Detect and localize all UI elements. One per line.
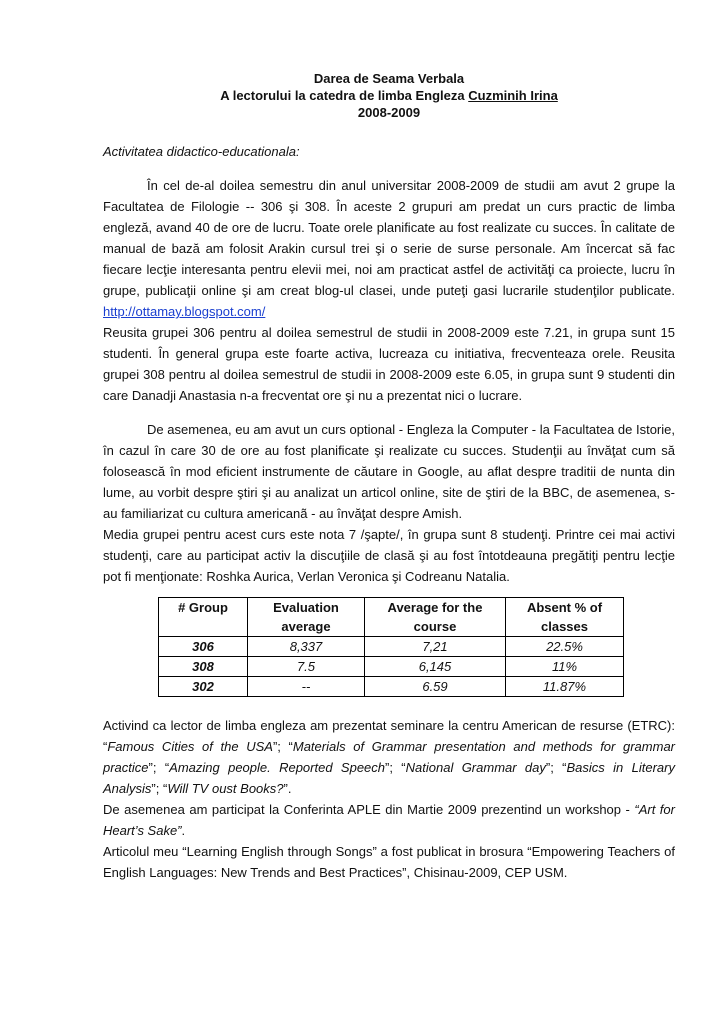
report-subtitle [103,87,675,104]
p5-prefix: Activind ca lector de limba engleza am prezentat seminare la centru American de resurse (ETRC): “ [103,718,675,754]
header-group: # Group [159,598,248,637]
p5-sep: ”; “ [545,760,567,775]
report-title: Darea de Seama Verbala [313,71,465,86]
header-evaluation: Evaluation average [248,598,365,637]
cell-group: 306 [159,637,248,657]
document-page [103,70,675,883]
seminar-title: Will TV oust Books? [167,781,284,796]
report-year: 2008-2009 [357,105,421,120]
p6-suffix: . [181,823,186,838]
seminar-title: National Grammar day [405,760,546,775]
seminar-title: Famous Cities of the USA [107,739,273,754]
seminar-title: Amazing people. Reported Speech [169,760,386,775]
workshop-title: “Art for Heart’s Sake” [103,802,675,838]
cell-group: 308 [159,657,248,677]
header-course-average: Average for the course [365,598,506,637]
cell-course-average: 6,145 [365,657,506,677]
section-title: Activitatea didactico-educationala: [103,144,300,159]
table-row [159,677,624,697]
document-header [103,70,675,121]
table-header-row [159,598,624,637]
cell-evaluation: 8,337 [248,637,365,657]
paragraph-4: Media grupei pentru acest curs este nota 7 /şapte/, în grupa sunt 8 studenţi. Printre cei mai activi studenţi, care au participat activ la discuţiile de clasă şi au fost întotdeauna pregătiţi pentru lecţie pot fi menţionate: Roshka Aurica, Verlan Veronica şi Codreanu Natalia. [103,527,675,584]
cell-course-average: 7,21 [365,637,506,657]
table-row [159,657,624,677]
blog-link[interactable]: http://ottamay.blogspot.com/ [103,304,266,319]
results-table [158,597,624,697]
p5-sep: ”; “ [151,781,168,796]
paragraph-7: Articolul meu “Learning English through Songs” a fost publicat in brosura “Empowering Teachers of English Languages: New Trends and Best Practices”, Chisinau-2009, CEP USM. [103,844,675,880]
p5-suffix: ”. [283,781,292,796]
cell-absent: 11.87% [506,677,624,697]
table-row [159,637,624,657]
author-name: Cuzminih Irina [468,88,558,103]
p5-sep: ”; “ [272,739,293,754]
header-absent: Absent % of classes [506,598,624,637]
p5-sep: ”; “ [148,760,170,775]
cell-group: 302 [159,677,248,697]
paragraph-2: Reusita grupei 306 pentru al doilea semestrul de studii in 2008-2009 este 7.21, in grupa sunt 15 studenti. În general grupa este foarte activa, lucreaza cu initiativa, frecventeaza orele. Reusita grupei 308 pentru al doilea semestrul de studii in 2008-2009 este 6.05, in grupa sunt 9 studenti din care Danadji Anastasia n-a frecventat ore şi nu a prezentat nici o lucrare. [103,325,675,403]
cell-evaluation: -- [248,677,365,697]
cell-evaluation: 7.5 [248,657,365,677]
paragraph-5 [103,715,675,799]
paragraph-3: De asemenea, eu am avut un curs optional - Engleza la Computer - la Facultatea de Istorie, în cazul în care 30 de ore au fost planificate şi realizate cu succes. Studenţii au învăţat cum să folosească în mod eficient instrumente de căutare in Google, au aflat despre traditii de nunta din lume, au vorbit despre ştiri şi au analizat un articol online, site de ştiri de la BBC, de asemenea, s-au familiarizat cu cultura americanã - au învăţat despre Amish. [103,422,675,521]
cell-absent: 11% [506,657,624,677]
paragraph-1 [103,175,675,322]
paragraph-6 [103,799,675,841]
cell-absent: 22.5% [506,637,624,657]
seminar-title: Basics in Literary Analysis [103,760,675,796]
subtitle-text: A lectorului la catedra de limba Engleza [220,88,469,103]
seminar-title: Materials of Grammar presentation and methods for grammar practice [103,739,676,775]
p5-sep: ”; “ [385,760,406,775]
p6-prefix: De asemenea am participat la Conferinta APLE din Martie 2009 prezentind un workshop - [103,802,635,817]
paragraph-1-text: În cel de-al doilea semestru din anul universitar 2008-2009 de studii am avut 2 grupe la Facultatea de Filologie -- 306 şi 308. În aceste 2 grupuri am predat un curs practic de limba engleză, avand 40 de ore de lucru. Toate orele planificate au fost realizate cu succes. În calitate de manual de bază am folosit Arakin cursul trei şi o serie de surse personale. Am încercat să fac fiecare lecţie interesanta pentru elevii mei, noi am practicat astfel de activităţi ca proiecte, lucru în grupe, publicaţii online şi am creat blog-ul clasei, unde puteţi gasi lucrarile studenţilor publicate. [103,178,675,298]
cell-course-average: 6.59 [365,677,506,697]
